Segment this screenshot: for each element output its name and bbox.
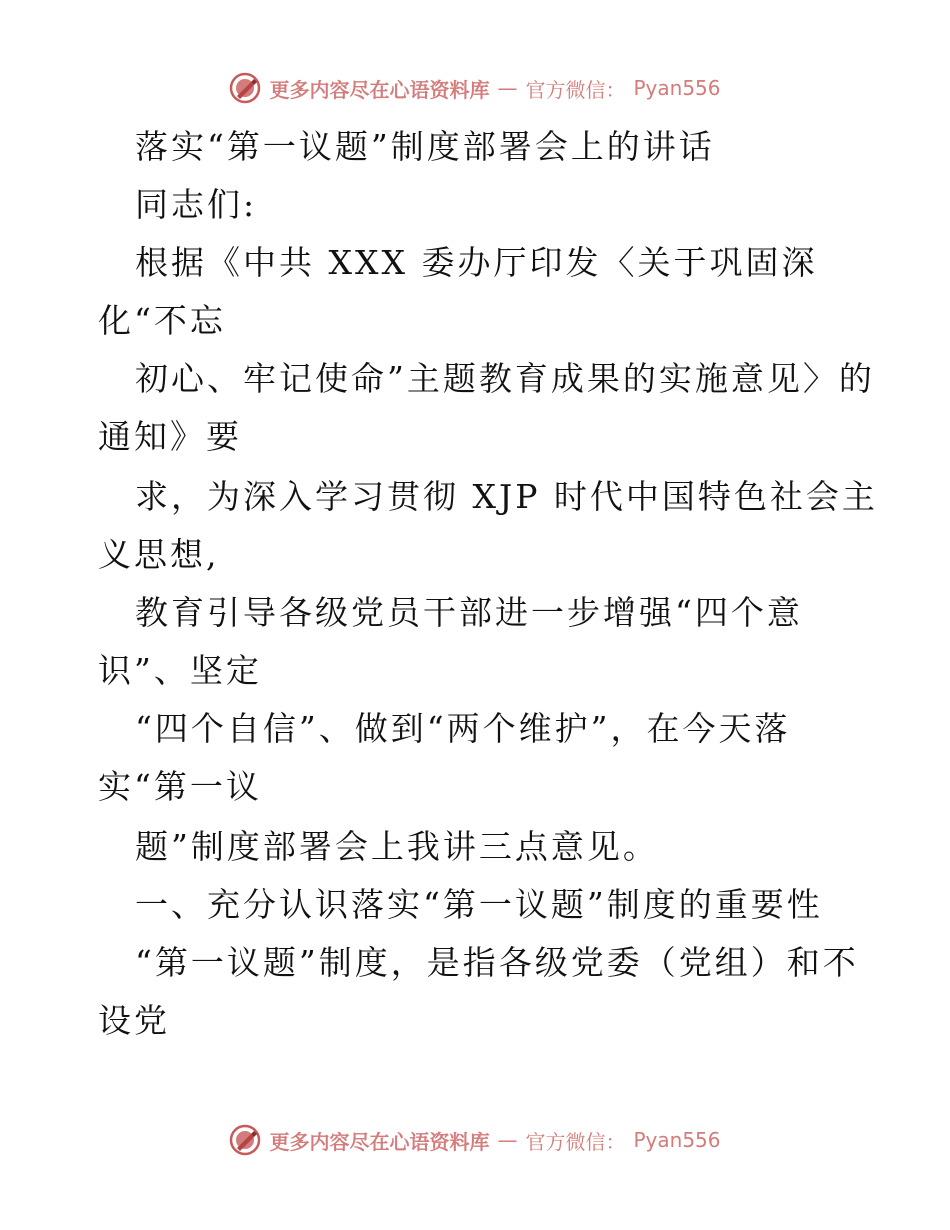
- section-heading: 一、充分认识落实“第一议题”制度的重要性: [135, 885, 823, 924]
- pen-seal-icon: [229, 1124, 261, 1156]
- text-line: “四个自信”、做到“两个维护”，在今天落: [135, 709, 791, 748]
- watermark-wechat-label: 官方微信：: [525, 1129, 626, 1154]
- text-line: 根据《中共 XXX 委办厅印发〈关于巩固深: [135, 243, 818, 282]
- text-line: 识”、坚定: [98, 651, 262, 690]
- header-watermark: [0, 68, 950, 108]
- pen-seal-icon: [229, 72, 261, 104]
- watermark-brand: 更多内容尽在心语资料库: [269, 77, 490, 102]
- salutation: 同志们:: [135, 185, 258, 224]
- document-title: 落实“第一议题”制度部署会上的讲话: [135, 127, 715, 166]
- text-line: 设党: [98, 1001, 170, 1040]
- watermark-brand: 更多内容尽在心语资料库: [269, 1129, 490, 1154]
- text-line: 求，为深入学习贯彻 XJP 时代中国特色社会主: [135, 477, 878, 516]
- text-line: 义思想,: [98, 535, 220, 574]
- watermark-wechat-id: Pyan556: [633, 76, 721, 100]
- text-line: 通知》要: [98, 417, 242, 456]
- watermark-separator: —: [497, 76, 518, 100]
- text-line: 初心、牢记使命”主题教育成果的实施意见〉的: [135, 359, 875, 398]
- text-line: 教育引导各级党员干部进一步增强“四个意: [135, 593, 803, 632]
- watermark-separator: —: [497, 1128, 518, 1152]
- footer-watermark: [0, 1120, 950, 1160]
- watermark-wechat-id: Pyan556: [633, 1128, 721, 1152]
- text-line: 化“不忘: [98, 301, 226, 340]
- text-line: 实“第一议: [98, 767, 262, 806]
- watermark-wechat-label: 官方微信：: [525, 77, 626, 102]
- text-line: “第一议题”制度，是指各级党委（党组）和不: [135, 943, 859, 982]
- text-line: 题”制度部署会上我讲三点意见。: [135, 827, 659, 866]
